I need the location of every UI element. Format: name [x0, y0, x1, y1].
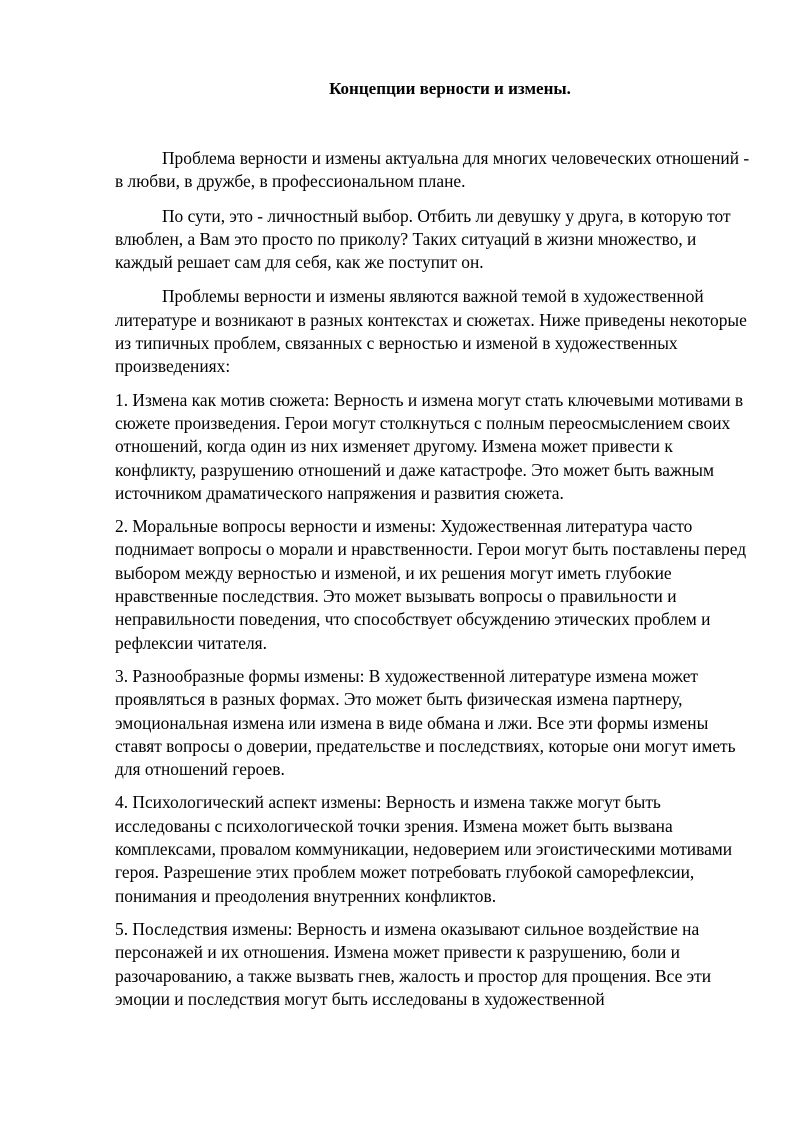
document-body	[115, 147, 755, 1011]
paragraph-intro: Проблема верности и измены актуальна для многих человеческих отношений - в любви, в дружбе, в профессиональном плане.	[115, 148, 750, 192]
paragraph-personal-choice: По сути, это - личностный выбор. Отбить ли девушку у друга, в которую тот влюблен, а Вам это просто по приколу? Таких ситуаций в жизни множество, и каждый решает сам для себя, как же поступит он.	[115, 205, 731, 273]
paragraph-point-4: 4. Психологический аспект измены: Верность и измена также могут быть исследованы с психологической точки зрения. Измена может быть вызвана комплексами, провалом коммуникации, недоверием или эгоистическими мотивами героя. Разрешение этих проблем может потребовать глубокой саморефлексии, понимания и преодоления внутренних конфликтов.	[115, 792, 733, 906]
paragraph-point-1: 1. Измена как мотив сюжета: Верность и измена могут стать ключевыми мотивами в сюжете произведения. Герои могут столкнуться с полным переосмыслением своих отношений, когда один из них изменяет другому. Измена может привести к конфликту, разрушению отношений и даже катастрофе. Это может быть важным источником драматического напряжения и развития сюжета.	[115, 389, 744, 503]
paragraph-literature-theme: Проблемы верности и измены являются важной темой в художественной литературе и возникают в разных контекстах и сюжетах. Ниже приведены некоторые из типичных проблем, связанных с верностью и изменой в художественных произведениях:	[115, 286, 747, 377]
paragraph-point-5: 5. Последствия измены: Верность и измена оказывают сильное воздействие на персонажей и их отношения. Измена может привести к разрушению, боли и разочарованию, а также вызвать гнев, жалость и простор для прощения. Все эти эмоции и последствия могут быть исследованы в художественной	[115, 918, 712, 1009]
document-title: Концепции верности и измены.	[329, 79, 571, 98]
paragraph-point-2: 2. Моральные вопросы верности и измены: Художественная литература часто поднимает вопросы о морали и нравственности. Герои могут быть поставлены перед выбором между верностью и изменой, и их решения могут иметь глубокие нравственные последствия. Это может вызывать вопросы о правильности и неправильности поведения, что способствует обсуждению этических проблем и рефлексии читателя.	[115, 516, 747, 653]
paragraph-point-3: 3. Разнообразные формы измены: В художественной литературе измена может проявляться в разных формах. Это может быть физическая измена партнеру, эмоциональная измена или измена в виде обмана и лжи. Все эти формы измены ставят вопросы о доверии, предательстве и последствиях, которые они могут иметь для отношений героев.	[115, 665, 736, 780]
